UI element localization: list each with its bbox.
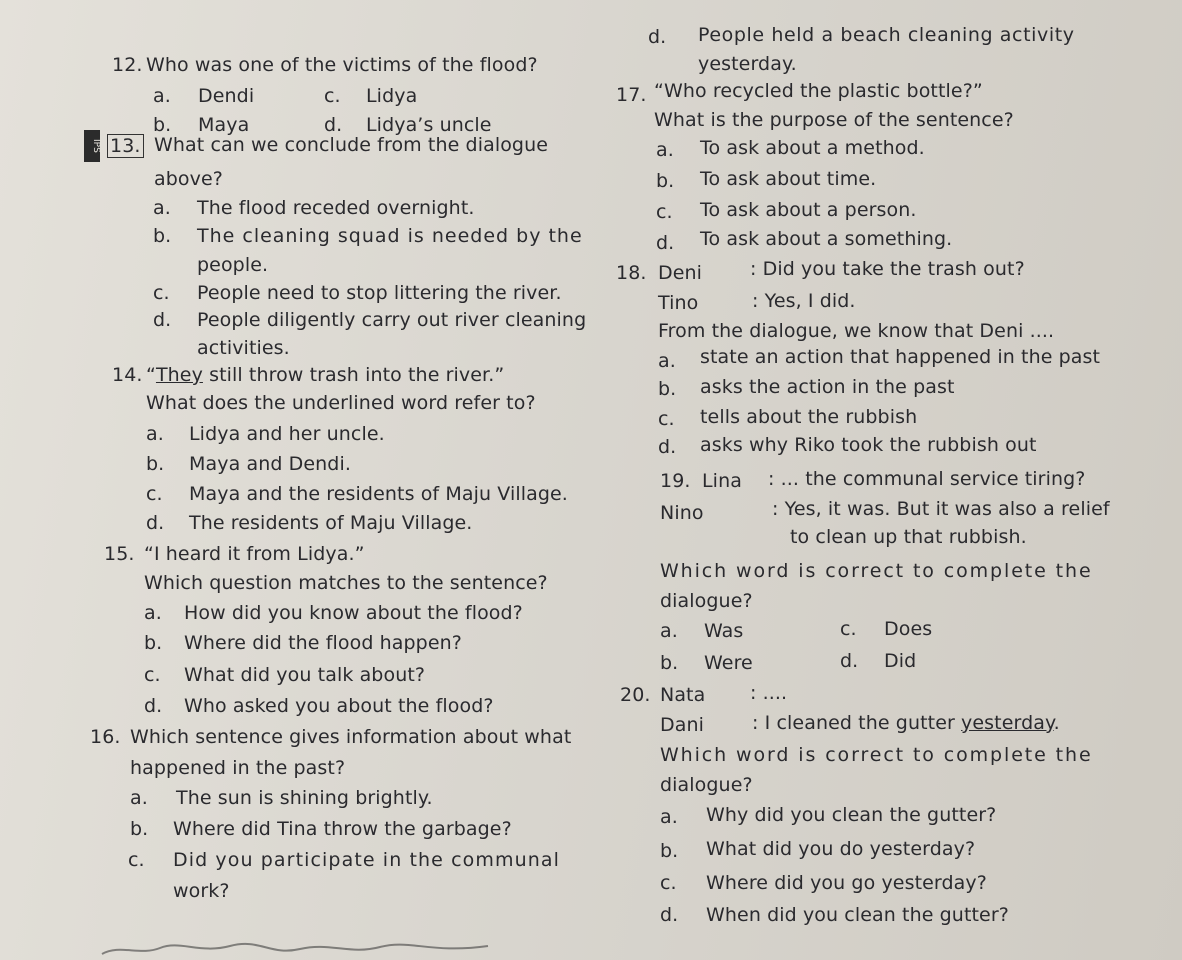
q14-quote-rest: still throw trash into the river.” [202,364,505,386]
q14-question: What does the underlined word refer to? [146,392,536,414]
q20-option-d: When did you clean the gutter? [706,904,1009,926]
q18-line-tino: : Yes, I did. [752,290,856,312]
q18-prompt: From the dialogue, we know that Deni .... [658,320,1055,342]
q20-line-nata: : .... [750,682,788,704]
q18-option-c-letter: c. [658,408,675,430]
q18-speaker-tino: Tino [658,292,699,314]
q13-option-a-letter: a. [153,197,171,219]
q19-option-d: Did [884,650,917,672]
q20-line-dani [752,712,1060,734]
q17-option-c: To ask about a person. [700,199,917,221]
q20-option-c-letter: c. [660,872,677,894]
q15-option-b: Where did the flood happen? [184,632,462,654]
q17-option-a: To ask about a method. [700,137,925,159]
q13-question-line1 [154,134,578,156]
q13-option-d-letter: d. [153,309,172,331]
q16-question-line1: Which sentence gives information about what [130,726,572,748]
q20-underlined-word: yesterday [961,712,1054,734]
q20-option-c: Where did you go yesterday? [706,872,987,894]
q19-prompt-line2: dialogue? [660,590,753,612]
q14-number: 14. [112,364,143,386]
q15-option-a: How did you know about the flood? [184,602,523,624]
q18-option-a: state an action that happened in the past [700,346,1101,368]
q12-option-d: Lidya’s uncle [366,114,492,136]
q12-option-c-letter: c. [324,85,341,107]
q16-option-c-line2: work? [173,880,230,902]
q19-line-nino-1: : Yes, it was. But it was also a relief [772,498,1110,520]
q18-option-c: tells about the rubbish [700,406,918,428]
q19-option-a: Was [704,620,744,642]
q19-number: 19. [660,470,691,492]
q19-option-c: Does [884,618,933,640]
q18-option-d: asks why Riko took the rubbish out [700,434,1037,456]
q20-option-b-letter: b. [660,840,679,862]
q17-number: 17. [616,84,647,106]
q12-option-b-letter: b. [153,114,172,136]
margin-mark: IPS [84,130,100,162]
q14-option-a-letter: a. [146,423,164,445]
q20-prompt-line1: Which word is correct to complete the [660,744,1093,766]
q18-line-deni: : Did you take the trash out? [750,258,1025,280]
q17-option-d-letter: d. [656,232,675,254]
q13-option-b-line2: people. [197,254,269,276]
q12-option-a-letter: a. [153,85,171,107]
q20-line-dani-text: : I cleaned the gutter [752,712,962,734]
q19-speaker-nino: Nino [660,502,704,524]
q14-quote-open: “ [146,364,156,386]
q17-option-b-letter: b. [656,170,675,192]
handwritten-scribble [100,940,490,958]
q15-quote: “I heard it from Lidya.” [144,543,365,565]
q15-option-d: Who asked you about the flood? [184,695,494,717]
q16-option-c-letter: c. [128,849,145,871]
right-column [600,0,1182,960]
q14-underlined-word: They [155,364,203,386]
q16-option-d-line2: yesterday. [698,53,797,75]
q13-option-c: People need to stop littering the river. [197,282,562,304]
q15-option-b-letter: b. [144,632,163,654]
q14-option-d: The residents of Maju Village. [189,512,473,534]
q17-option-c-letter: c. [656,201,673,223]
q14-quote [146,364,504,386]
q16-option-d-letter: d. [648,26,667,48]
q14-option-b: Maya and Dendi. [189,453,351,475]
q16-number: 16. [90,726,121,748]
q13-option-b-letter: b. [153,225,172,247]
q12-option-d-letter: d. [324,114,343,136]
q14-option-b-letter: b. [146,453,165,475]
q19-prompt-line1: Which word is correct to complete the [660,560,1093,582]
q20-option-b: What did you do yesterday? [706,838,976,860]
q18-option-a-letter: a. [658,350,676,372]
q20-option-a: Why did you clean the gutter? [706,804,997,826]
q12-question: Who was one of the victims of the flood? [146,54,538,76]
q20-speaker-dani: Dani [660,714,704,736]
q17-quote: “Who recycled the plastic bottle?” [654,80,983,102]
q12-option-c: Lidya [366,85,418,107]
q15-question: Which question matches to the sentence? [144,572,548,594]
q16-option-d-line1: People held a beach cleaning activity [698,24,1075,46]
q17-option-d: To ask about a something. [700,228,953,250]
q16-option-a-letter: a. [130,787,148,809]
q20-prompt-line2: dialogue? [660,774,753,796]
q14-option-c: Maya and the residents of Maju Village. [189,483,568,505]
q14-option-a: Lidya and her uncle. [189,423,385,445]
q19-option-b: Were [704,652,753,674]
q18-option-b: asks the action in the past [700,376,955,398]
q19-speaker-lina: Lina [702,470,742,492]
q15-option-d-letter: d. [144,695,163,717]
q20-number: 20. [620,684,651,706]
q19-option-c-letter: c. [840,618,857,640]
q20-speaker-nata: Nata [660,684,706,706]
q18-number: 18. [616,262,647,284]
q16-option-b-letter: b. [130,818,149,840]
q15-option-a-letter: a. [144,602,162,624]
q20-option-d-letter: d. [660,904,679,926]
q18-speaker-deni: Deni [658,262,703,284]
q17-question: What is the purpose of the sentence? [654,109,1014,131]
q19-option-a-letter: a. [660,620,678,642]
q13-option-a: The flood receded overnight. [197,197,475,219]
q13-option-d-line2: activities. [197,337,290,359]
q17-option-b: To ask about time. [700,168,877,190]
q17-option-a-letter: a. [656,139,674,161]
q13-number: 13. [107,134,144,158]
q13-option-d-line1: People diligently carry out river cleaning [197,309,587,331]
q19-line-lina: : ... the communal service tiring? [768,468,1086,490]
q13-question-text: What can we conclude from the dialogue [154,134,549,156]
q13-option-c-letter: c. [153,282,170,304]
q13-question-line2: above? [154,168,223,190]
q15-number: 15. [104,543,135,565]
q18-option-b-letter: b. [658,378,677,400]
q19-line-nino-2: to clean up that rubbish. [790,526,1027,548]
q12-option-a: Dendi [198,85,255,107]
q20-option-a-letter: a. [660,806,678,828]
q20-line-dani-period: . [1053,712,1060,734]
q13-option-b-line1: The cleaning squad is needed by the [197,225,583,247]
q12-option-b: Maya [198,114,250,136]
q19-option-d-letter: d. [840,650,859,672]
q12-number: 12. [112,54,143,76]
q16-option-b: Where did Tina throw the garbage? [173,818,512,840]
q14-option-d-letter: d. [146,512,165,534]
q16-question-line2: happened in the past? [130,757,346,779]
q15-option-c: What did you talk about? [184,664,426,686]
q18-option-d-letter: d. [658,436,677,458]
q19-option-b-letter: b. [660,652,679,674]
q16-option-c-line1: Did you participate in the communal [173,849,560,871]
q14-option-c-letter: c. [146,483,163,505]
q15-option-c-letter: c. [144,664,161,686]
q16-option-a: The sun is shining brightly. [176,787,433,809]
